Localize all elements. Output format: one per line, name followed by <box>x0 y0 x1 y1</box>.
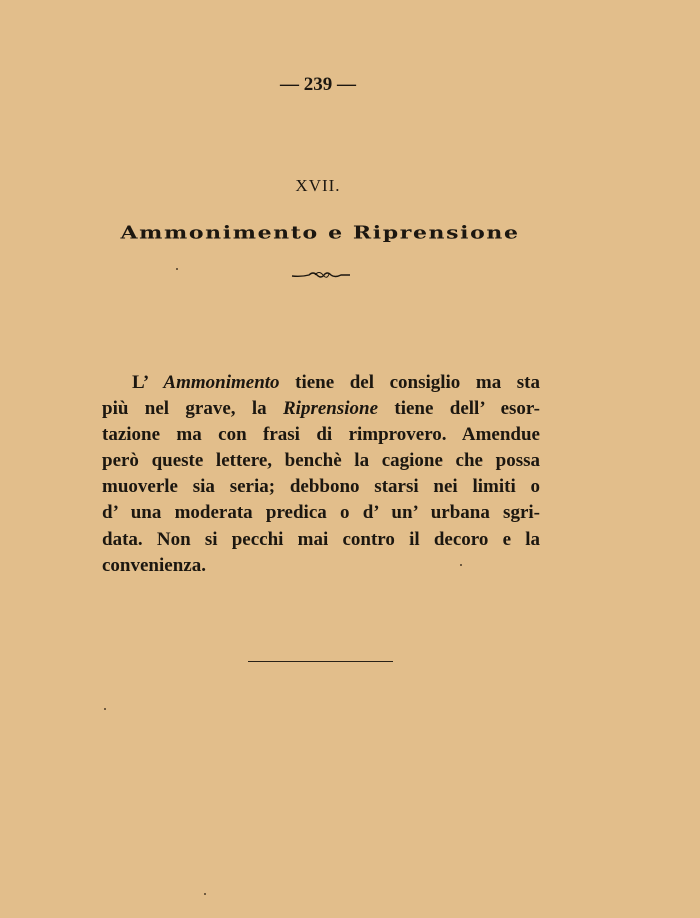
text-segment: convenienza. <box>102 554 206 576</box>
text-segment: L’ <box>132 372 164 393</box>
body-paragraph <box>102 370 540 579</box>
text-segment: tazione ma con frasi di rimprovero. Amendue <box>102 424 540 446</box>
text-segment: d’ una moderata predica o d’ un’ urbana sgri- <box>102 502 540 524</box>
speck <box>176 268 178 270</box>
speck <box>460 564 462 566</box>
chapter-title: Ammonimento e Riprensione <box>120 222 520 244</box>
ornament-divider-icon <box>291 268 351 282</box>
text-line <box>102 422 540 448</box>
speck <box>104 708 106 710</box>
text-line <box>102 527 540 553</box>
text-segment: tiene del consiglio ma sta <box>279 372 540 393</box>
section-end-rule <box>248 661 393 662</box>
speck <box>204 893 206 895</box>
text-line <box>102 474 540 500</box>
text-line <box>102 448 540 474</box>
text-segment: data. Non si pecchi mai contro il decoro e la <box>102 528 540 550</box>
text-segment: più nel grave, la <box>102 398 283 420</box>
text-line <box>102 370 540 396</box>
chapter-number: XVII. <box>295 176 341 195</box>
italic-term: Riprensione <box>283 398 379 420</box>
text-line <box>102 500 540 526</box>
page-number: — 239 — <box>280 74 356 95</box>
text-line <box>102 553 540 579</box>
text-segment: però queste lettere, benchè la cagione che possa <box>102 450 540 472</box>
text-line <box>102 396 540 422</box>
text-segment: muoverle sia seria; debbono starsi nei limiti o <box>102 476 540 498</box>
italic-term: Ammonimento <box>163 372 280 393</box>
text-segment: tiene dell’ esor- <box>378 398 540 420</box>
